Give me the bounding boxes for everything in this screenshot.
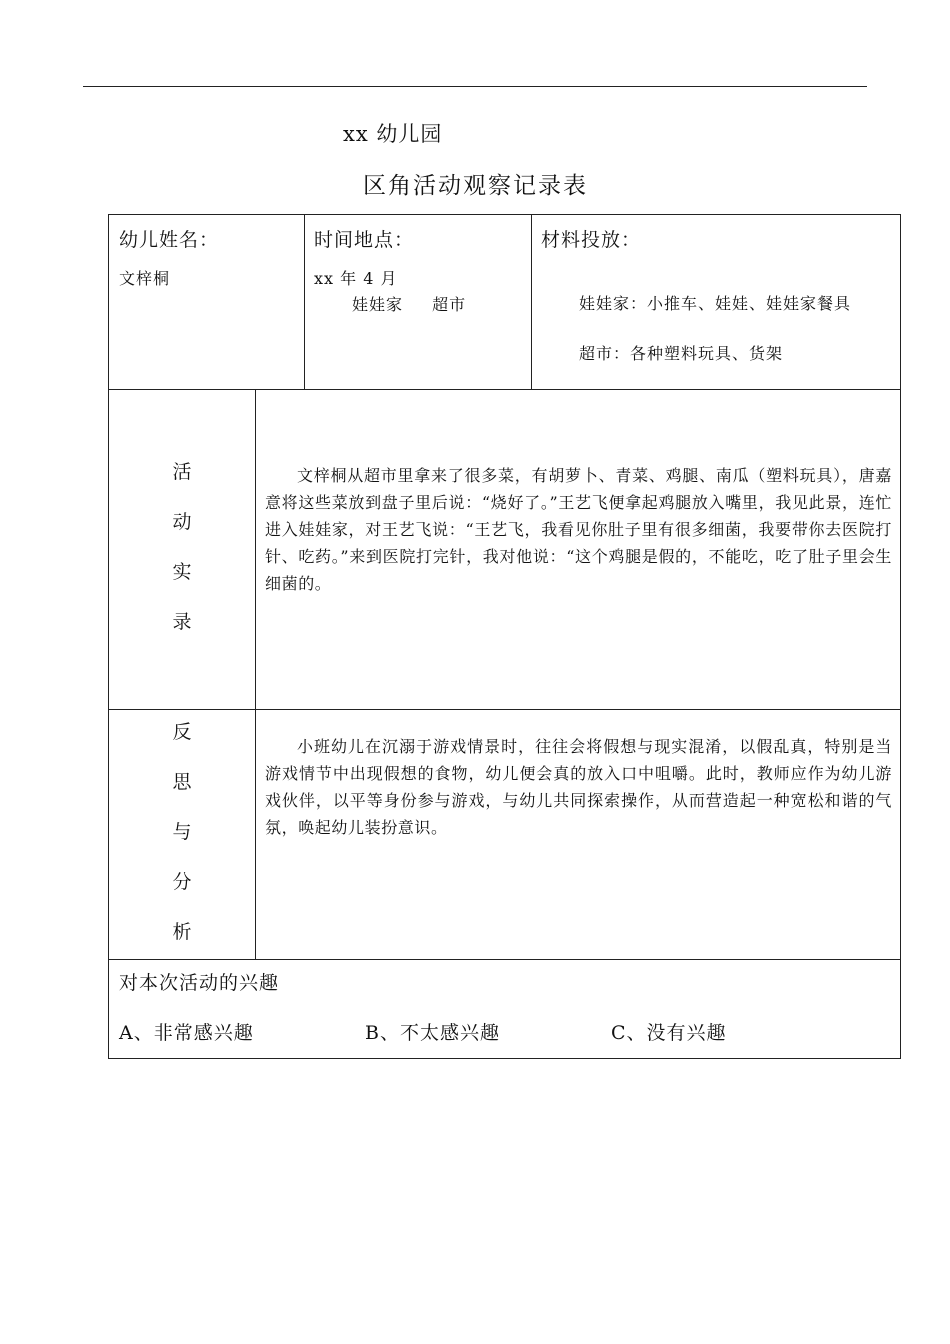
analysis-label <box>162 717 202 967</box>
analysis-label-char: 思 <box>172 771 192 793</box>
record-label-char: 动 <box>172 511 192 533</box>
analysis-label-char: 反 <box>172 721 192 743</box>
record-label-char: 活 <box>172 461 192 483</box>
time-value: xx 年 4 月 <box>314 269 398 288</box>
row-divider-record <box>109 709 900 710</box>
interest-option-b: B、不太感兴趣 <box>365 1022 500 1044</box>
analysis-label-char: 分 <box>172 871 192 893</box>
material-label: 材料投放： <box>541 229 642 251</box>
name-label: 幼儿姓名： <box>119 229 220 251</box>
interest-label: 对本次活动的兴趣 <box>119 972 280 994</box>
material-line-1: 娃娃家：小推车、娃娃、娃娃家餐具 <box>579 294 852 313</box>
col-divider-time <box>531 215 532 389</box>
material-line-2: 超市：各种塑料玩具、货架 <box>579 344 784 363</box>
col-divider-name <box>304 215 305 389</box>
record-label-char: 实 <box>172 561 192 583</box>
name-value: 文梓桐 <box>119 269 171 288</box>
place-value: 娃娃家 超市 <box>352 295 467 314</box>
col-divider-label <box>255 389 256 959</box>
analysis-label-char: 析 <box>172 921 192 943</box>
record-label <box>162 457 202 657</box>
header-rule <box>83 86 867 87</box>
observation-table <box>108 214 901 1059</box>
interest-option-a: A、非常感兴趣 <box>119 1022 254 1044</box>
row-divider-info <box>109 389 900 390</box>
record-text: 文梓桐从超市里拿来了很多菜，有胡萝卜、青菜、鸡腿、南瓜（塑料玩具），唐嘉意将这些菜放到盘子里后说：“烧好了。”王艺飞便拿起鸡腿放入嘴里，我见此景，连忙进入娃娃家，对王艺飞说：“王艺飞，我看见你肚子里有很多细菌，我要带你去医院打针、吃药。”来到医院打完针，我对他说：“这个鸡腿是假的，不能吃，吃了肚子里会生细菌的。 <box>265 466 892 593</box>
form-title: 区角活动观察记录表 <box>363 173 588 199</box>
analysis-label-char: 与 <box>172 821 192 843</box>
record-label-char: 录 <box>172 611 192 633</box>
school-name: xx 幼儿园 <box>343 122 443 146</box>
analysis-text: 小班幼儿在沉溺于游戏情景时，往往会将假想与现实混淆，以假乱真，特别是当游戏情节中出现假想的食物，幼儿便会真的放入口中咀嚼。此时，教师应作为幼儿游戏伙伴，以平等身份参与游戏，与幼儿共同探索操作，从而营造起一种宽松和谐的气氛，唤起幼儿装扮意识。 <box>265 737 892 837</box>
interest-option-c: C、没有兴趣 <box>611 1022 727 1044</box>
row-divider-analysis <box>109 959 900 960</box>
time-place-label: 时间地点： <box>314 229 415 251</box>
